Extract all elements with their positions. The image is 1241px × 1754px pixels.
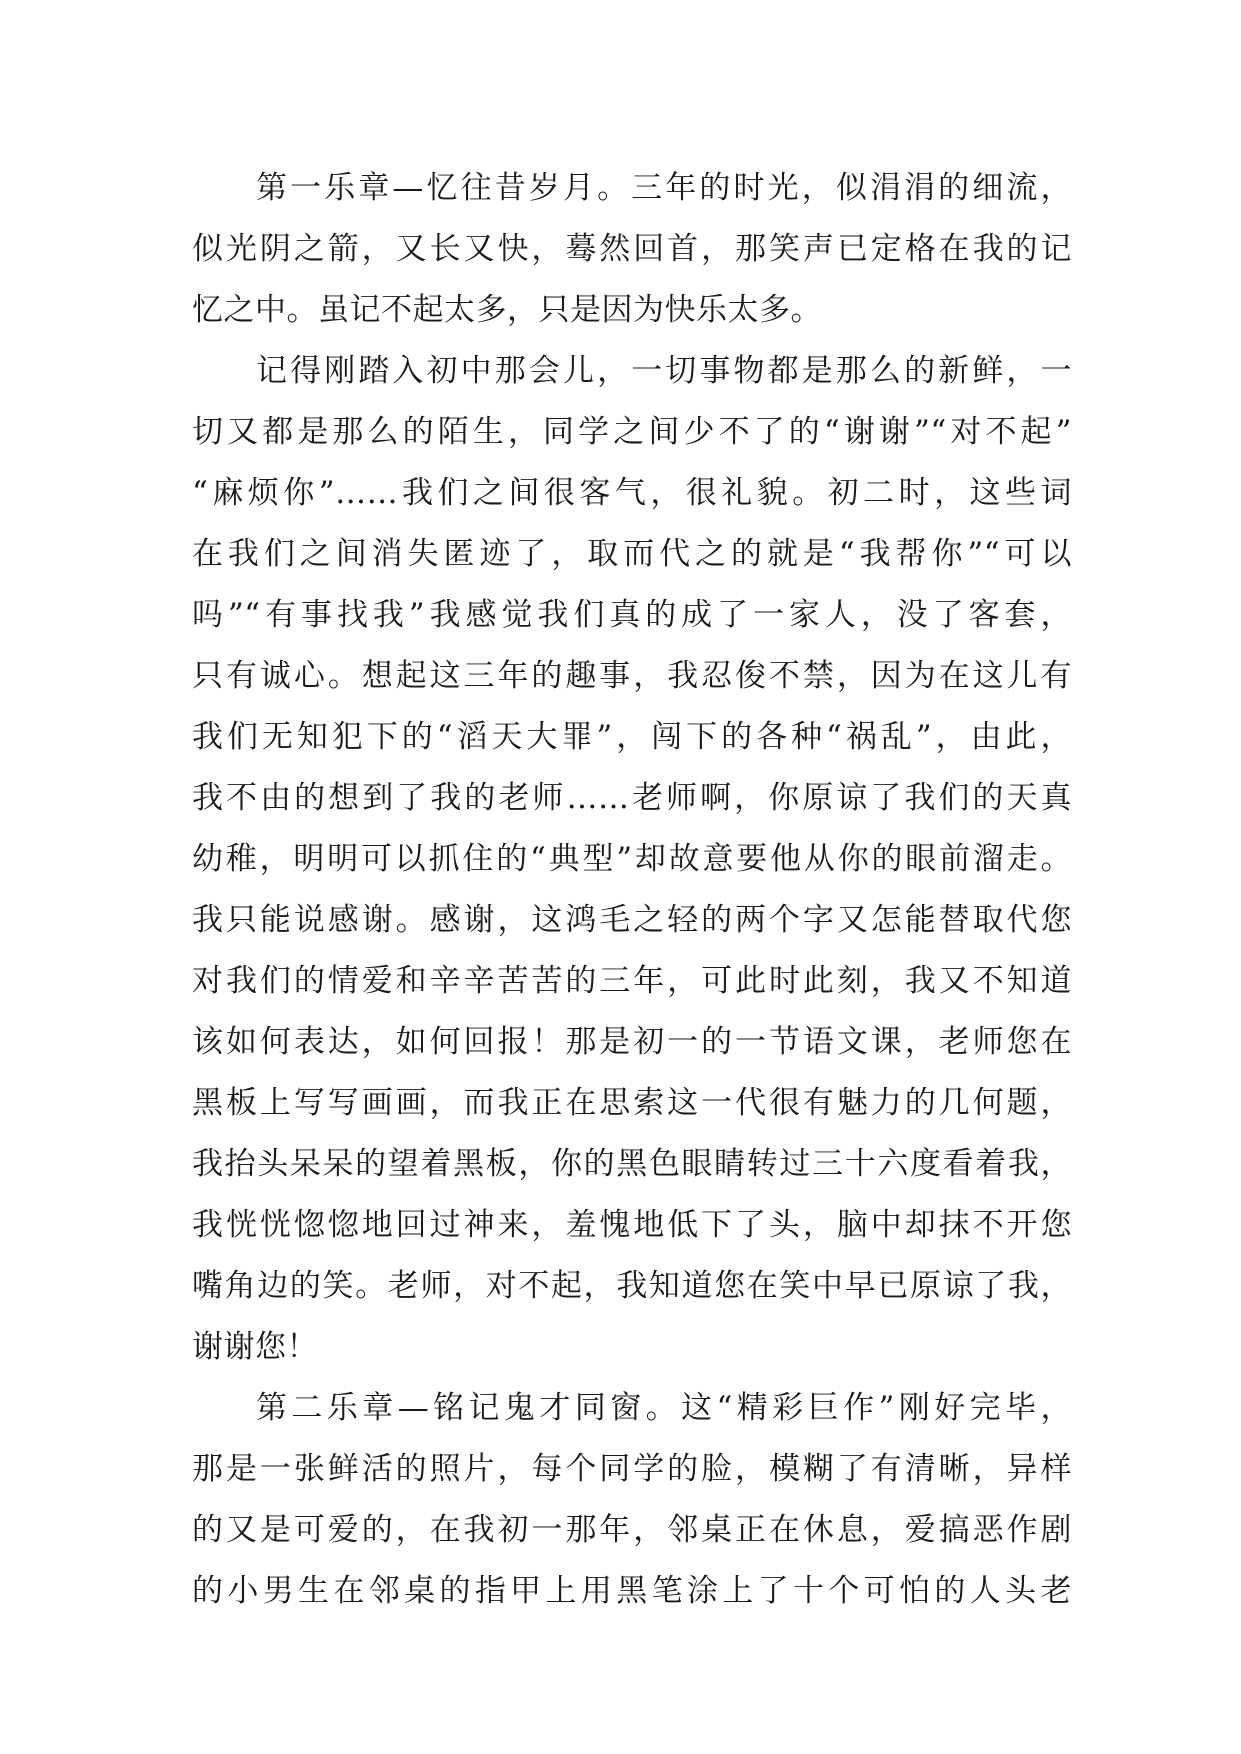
text-line: 第二乐章—铭记鬼才同窗。这“精彩巨作”刚好完毕， bbox=[256, 1390, 1072, 1426]
text-line: 的小男生在邻桌的指甲上用黑笔涂上了十个可怕的人头老 bbox=[192, 1573, 1072, 1609]
text-line: 我只能说感谢。感谢，这鸿毛之轻的两个字又怎能替取代您 bbox=[192, 902, 1072, 938]
text-line: 似光阴之箭，又长又快，蓦然回首，那笑声已定格在我的记 bbox=[192, 231, 1072, 267]
text-line: 对我们的情爱和辛辛苦苦的三年，可此时此刻，我又不知道 bbox=[192, 963, 1072, 999]
text-line: 只有诚心。想起这三年的趣事，我忍俊不禁，因为在这儿有 bbox=[192, 658, 1072, 694]
text-line: 该如何表达，如何回报！那是初一的一节语文课，老师您在 bbox=[192, 1024, 1072, 1060]
text-line: 黑板上写写画画，而我正在思索这一代很有魅力的几何题， bbox=[192, 1085, 1072, 1121]
document-body bbox=[192, 158, 1072, 1622]
text-line: 切又都是那么的陌生，同学之间少不了的“谢谢”“对不起” bbox=[192, 414, 1072, 450]
text-line: “麻烦你”……我们之间很客气，很礼貌。初二时，这些词 bbox=[192, 475, 1072, 511]
paragraph-2 bbox=[192, 341, 1072, 1378]
text-line: 我们无知犯下的“滔天大罪”，闯下的各种“祸乱”，由此， bbox=[192, 719, 1072, 755]
paragraph-1 bbox=[192, 158, 1072, 341]
text-line: 谢谢您！ bbox=[192, 1329, 318, 1365]
text-line: 第一乐章—忆往昔岁月。三年的时光，似涓涓的细流， bbox=[256, 170, 1072, 206]
text-line: 在我们之间消失匿迹了，取而代之的就是“我帮你”“可以 bbox=[192, 536, 1072, 572]
text-line: 吗”“有事找我”我感觉我们真的成了一家人，没了客套， bbox=[192, 597, 1072, 633]
text-line: 嘴角边的笑。老师，对不起，我知道您在笑中早已原谅了我， bbox=[192, 1268, 1072, 1304]
text-line: 忆之中。虽记不起太多，只是因为快乐太多。 bbox=[192, 292, 822, 328]
paragraph-3 bbox=[192, 1378, 1072, 1622]
text-line: 那是一张鲜活的照片，每个同学的脸，模糊了有清晰，异样 bbox=[192, 1451, 1072, 1487]
text-line: 我抬头呆呆的望着黑板，你的黑色眼睛转过三十六度看着我， bbox=[192, 1146, 1072, 1182]
text-line: 我不由的想到了我的老师……老师啊，你原谅了我们的天真 bbox=[192, 780, 1072, 816]
text-line: 我恍恍惚惚地回过神来，羞愧地低下了头，脑中却抹不开您 bbox=[192, 1207, 1072, 1243]
text-line: 幼稚，明明可以抓住的“典型”却故意要他从你的眼前溜走。 bbox=[192, 841, 1072, 877]
text-line: 记得刚踏入初中那会儿，一切事物都是那么的新鲜，一 bbox=[256, 353, 1072, 389]
text-line: 的又是可爱的，在我初一那年，邻桌正在休息，爱搞恶作剧 bbox=[192, 1512, 1072, 1548]
